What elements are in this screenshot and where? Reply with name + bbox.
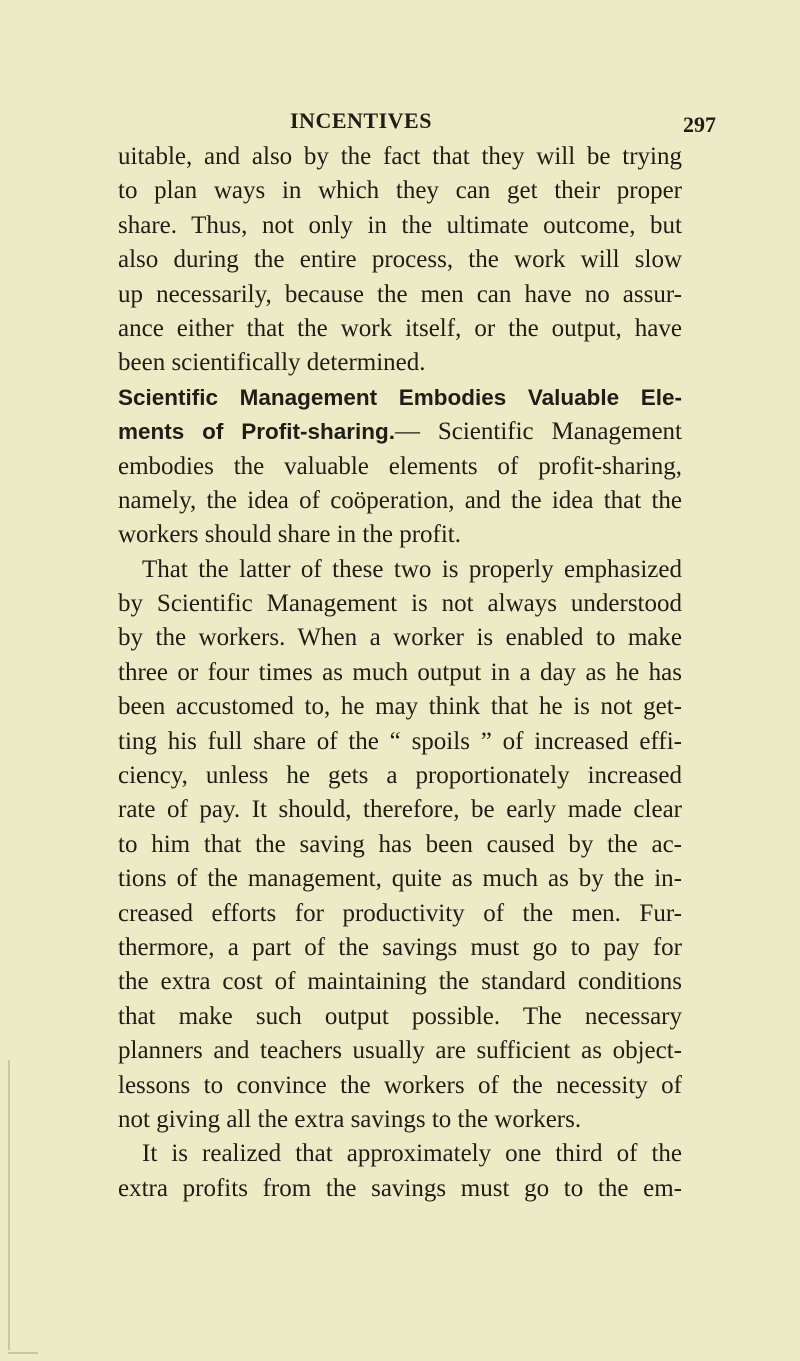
text-line: three or four times as much output in a day as he has [118,658,682,686]
text-line: to him that the saving has been caused by the ac- [118,830,682,858]
text-line: thermore, a part of the savings must go to pay for [118,933,682,961]
text-line: by Scientific Management is not always understood [118,590,682,618]
running-title: INCENTIVES [290,108,432,133]
text-line: workers should share in the profit. [118,521,461,549]
text-line: ting his full share of the “ spoils ” of increased effi- [118,727,682,755]
text-line: ance either that the work itself, or the output, have [118,314,682,342]
text-line: namely, the idea of coöperation, and the idea that the [118,486,682,514]
paragraph-latter [118,553,682,1138]
text-line: also during the entire process, the work will slow [118,246,682,274]
text-run: — Scientific Management [394,418,683,446]
section-heading-continued: ments of Profit-sharing. [118,419,395,445]
text-line: by the workers. When a worker is enabled to make [118,624,682,652]
text-line: uitable, and also by the fact that they will be trying [118,143,682,170]
text-line: It is realized that approximately one third of the [142,1140,682,1168]
text-line: share. Thus, not only in the ultimate outcome, but [118,211,682,239]
text-line: the extra cost of maintaining the standard conditions [118,968,682,996]
text-line: been scientifically determined. [118,349,426,377]
scan-edge-mark [8,1060,10,1350]
scan-edge-mark-bottom [8,1352,38,1354]
text-line: tions of the management, quite as much as by the in- [118,865,682,893]
text-line: rate of pay. It should, therefore, be early made clear [118,796,682,824]
text-line: to plan ways in which they can get their proper [118,177,682,205]
text-line: been accustomed to, he may think that he is not get- [118,693,682,721]
paragraph-profit-sharing [118,381,682,553]
text-line [118,381,682,415]
page-number: 297 [683,112,716,137]
text-line: ciency, unless he gets a proportionately increased [118,762,682,790]
text-line: extra profits from the savings must go to the em- [118,1174,682,1202]
text-line: creased efforts for productivity of the men. Fur- [118,899,682,927]
text-line: not giving all the extra savings to the workers. [118,1105,582,1133]
text-line: up necessarily, because the men can have no assur- [118,280,682,308]
text-line: planners and teachers usually are sufficient as object- [118,1037,682,1065]
text-line [118,415,682,449]
running-head [0,106,800,136]
paragraph-continuation [118,140,682,381]
text-line: that make such output possible. The necessary [118,1002,682,1030]
body-text [118,140,682,1206]
section-heading: Scientific Management Embodies Valuable Ele- [118,384,682,410]
paragraph-one-third [118,1137,682,1206]
text-line: That the latter of these two is properly emphasized [142,555,682,583]
text-line: embodies the valuable elements of profit-sharing, [118,452,682,480]
text-line: lessons to convince the workers of the necessity of [118,1071,682,1099]
